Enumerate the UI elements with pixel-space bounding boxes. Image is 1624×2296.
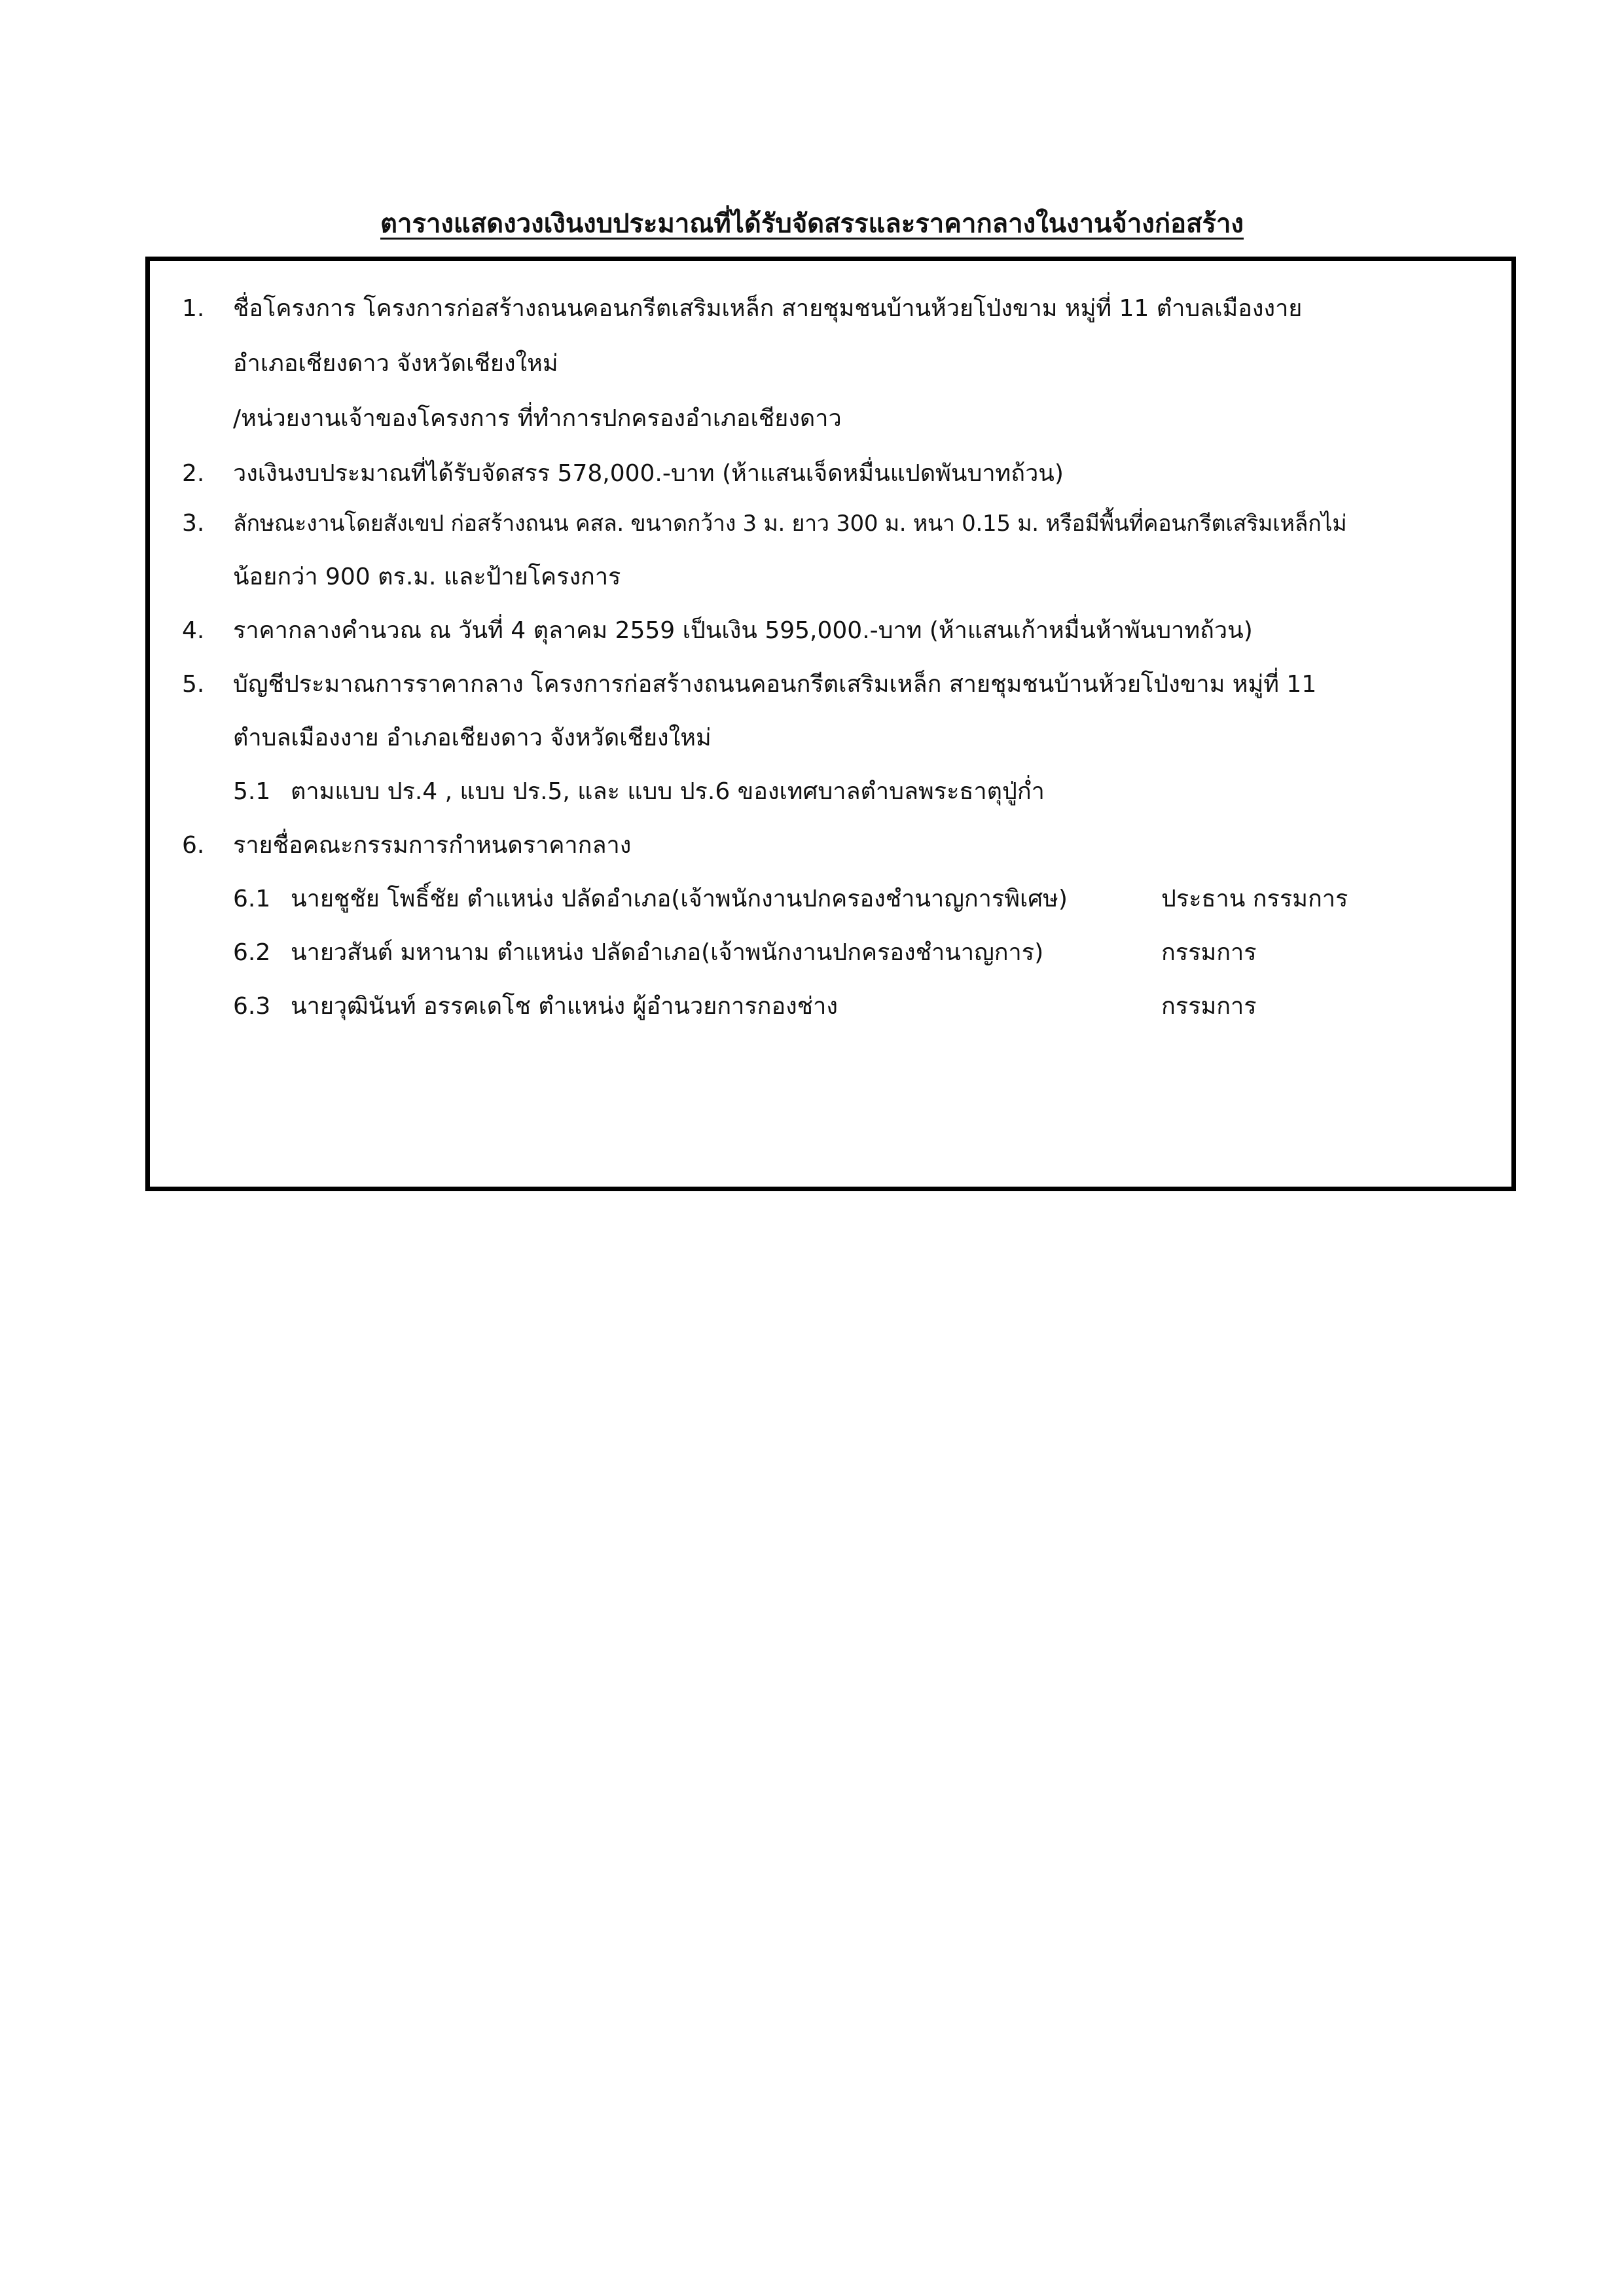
item-5-1-text: ตามแบบ ปร.4 , แบบ ปร.5, และ แบบ ปร.6 ของเทศบาลตำบลพระธาตุปู่ก่ำ xyxy=(291,778,1045,805)
committee-member-3-text: นายวุฒินันท์ อรรคเดโช ตำแหน่ง ผู้อำนวยการกองช่าง xyxy=(291,993,838,1020)
committee-member-1-text: นายชูชัย โพธิ์ชัย ตำแหน่ง ปลัดอำเภอ(เจ้าพนักงานปกครองชำนาญการพิเศษ) xyxy=(291,886,1068,912)
item-1-line-3: /หน่วยงานเจ้าของโครงการ ที่ทำการปกครองอำเภอเชียงดาว xyxy=(233,405,842,432)
item-2-line-1: วงเงินงบประมาณที่ได้รับจัดสรร 578,000.-บาท (ห้าแสนเจ็ดหมื่นแปดพันบาทถ้วน) xyxy=(233,460,1064,487)
sub-item-number: 6.1 xyxy=(233,886,271,912)
item-3-line-1: ลักษณะงานโดยสังเขป ก่อสร้างถนน คสล. ขนาดกว้าง 3 ม. ยาว 300 ม. หนา 0.15 ม. หรือมีพื้นที่คอนกรีตเสริมเหล็กไม่ xyxy=(233,511,1347,537)
document-title: ตารางแสดงวงเงินงบประมาณที่ได้รับจัดสรรและราคากลางในงานจ้างก่อสร้าง xyxy=(380,209,1244,239)
item-5-line-1: บัญชีประมาณการราคากลาง โครงการก่อสร้างถนนคอนกรีตเสริมเหล็ก สายชุมชนบ้านห้วยโป่งขาม หมู่ที่ 11 xyxy=(233,671,1317,698)
committee-role: กรรมการ xyxy=(1161,939,1257,966)
item-1-line-2: อำเภอเชียงดาว จังหวัดเชียงใหม่ xyxy=(233,350,558,377)
item-5-line-2: ตำบลเมืองงาย อำเภอเชียงดาว จังหวัดเชียงใหม่ xyxy=(233,725,712,751)
item-4-line-1: ราคากลางคำนวณ ณ วันที่ 4 ตุลาคม 2559 เป็นเงิน 595,000.-บาท (ห้าแสนเก้าหมื่นห้าพันบาทถ้วน) xyxy=(233,617,1253,644)
item-number: 4. xyxy=(182,617,205,644)
committee-role: ประธาน กรรมการ xyxy=(1161,886,1348,912)
item-6-line-1: รายชื่อคณะกรรมการกำหนดราคากลาง xyxy=(233,832,632,859)
committee-role: กรรมการ xyxy=(1161,993,1257,1020)
item-number: 5. xyxy=(182,671,205,698)
sub-item-number: 5.1 xyxy=(233,778,271,805)
item-number: 6. xyxy=(182,832,205,859)
sub-item-number: 6.2 xyxy=(233,939,271,966)
item-number: 1. xyxy=(182,295,205,322)
sub-item-number: 6.3 xyxy=(233,993,271,1020)
item-3-line-2: น้อยกว่า 900 ตร.ม. และป้ายโครงการ xyxy=(233,564,621,590)
item-1-line-1: ชื่อโครงการ โครงการก่อสร้างถนนคอนกรีตเสริมเหล็ก สายชุมชนบ้านห้วยโป่งขาม หมู่ที่ 11 ตำบลเมืองงาย xyxy=(233,295,1303,322)
item-number: 3. xyxy=(182,510,205,537)
item-number: 2. xyxy=(182,460,205,487)
committee-member-2-text: นายวสันต์ มหานาม ตำแหน่ง ปลัดอำเภอ(เจ้าพนักงานปกครองชำนาญการ) xyxy=(291,939,1044,966)
